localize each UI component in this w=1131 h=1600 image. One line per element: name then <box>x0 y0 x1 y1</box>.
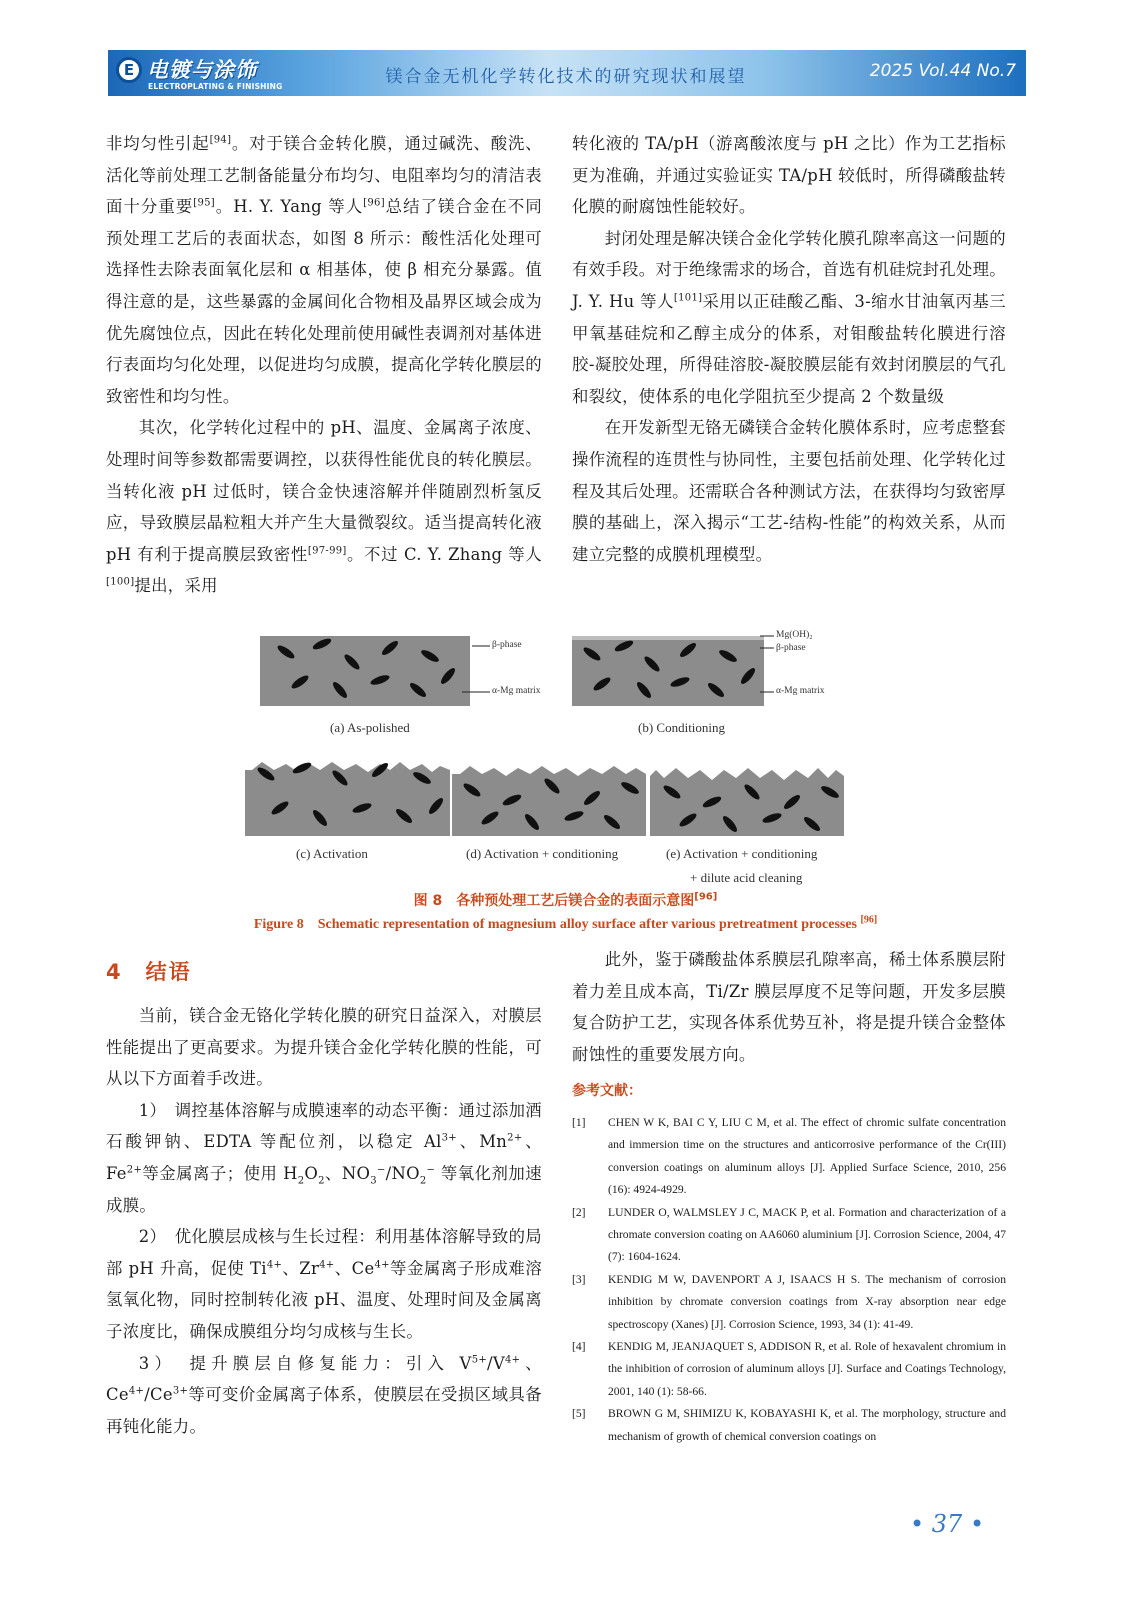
list-item: 2） 优化膜层成核与生长过程：利用基体溶解导致的局部 pH 升高，促使 $Ti^{4+}$、$Zr^{4+}$、$Ce^{4+}$等金属离子形成难溶氢氧化物，同时控制转化液 pH、温度、处理时间及金属离子浓度比，确保成膜组分均匀成核与生长。 <box>106 1227 543 1341</box>
reference-item <box>572 1112 1006 1202</box>
reference-number: [3] <box>572 1272 586 1286</box>
reference-text: KENDIG M W, DAVENPORT A J, ISAACS H S. The mechanism of corrosion inhibition by chromate conversion coatings from X-ray absorption near edge spectroscopy (Xanes) [J]. Corrosion Science, 1993, 34 (1): 41-49. <box>608 1272 1006 1331</box>
panel-b-conditioning <box>572 636 774 706</box>
page-number: • 37 • <box>910 1510 985 1538</box>
annotation-beta-phase-b: β-phase <box>776 643 806 653</box>
reference-item <box>572 1403 1006 1448</box>
reference-text: KENDIG M, JEANJAQUET S, ADDISON R, et al. Role of hexavalent chromium in the inhibition of corrosion of aluminum alloys [J]. Surface and Coatings Technology, 2001, 140 (1): 58-66. <box>608 1340 1006 1398</box>
panel-e-activation-conditioning-acid <box>650 768 844 836</box>
logo-e-icon: E <box>116 57 142 83</box>
reference-text: BROWN G M, SHIMIZU K, KOBAYASHI K, et al. The morphology, structure and mechanism of growth of chemical conversion coatings on <box>608 1407 1006 1443</box>
paragraph: 在开发新型无铬无磷镁合金转化膜体系时，应考虑整套操作流程的连贯性与协同性，主要包括前处理、化学转化过程及其后处理。还需联合各种测试方法，在获得均匀致密厚膜的基础上，深入揭示“工艺-结构-性能”的构效关系，从而建立完整的成膜机理模型。 <box>572 418 1006 564</box>
logo-title: 电镀与涂饰 <box>147 57 257 82</box>
running-title: 镁合金无机化学转化技术的研究现状和展望 <box>385 67 747 87</box>
figure-caption-cn: 图 8 各种预处理工艺后镁合金的表面示意图[96] <box>413 891 718 909</box>
annotation-mgoh: Mg(OH)₂ <box>776 630 813 640</box>
reference-text: LUNDER O, WALMSLEY J C, MACK P, et al. Formation and characterization of a chromate conversion coating on AA6060 aluminium [J]. Corrosion Science, 2004, 47 (7): 1604-1624. <box>608 1205 1006 1264</box>
annotation-beta-phase-a: β-phase <box>492 640 522 650</box>
paragraph: 此外，鉴于磷酸盐体系膜层孔隙率高，稀土体系膜层附着力差且成本高，Ti/Zr 膜层厚度不足等问题，开发多层膜复合防护工艺，实现各体系优势互补，将是提升镁合金整体耐蚀性的重要发展方向。 <box>572 950 1006 1064</box>
reference-number: [1] <box>572 1116 586 1129</box>
right-column-bottom <box>572 944 1006 1070</box>
reference-item <box>572 1336 1006 1403</box>
figure-caption-en: Figure 8 Schematic representation of magnesium alloy surface after various pretreatment processes [96] <box>253 914 878 932</box>
paragraph: 转化液的 TA/pH（游离酸浓度与 pH 之比）作为工艺指标更为准确，并通过实验证实 TA/pH 较低时，所得磷酸盐转化膜的耐腐蚀性能较好。 <box>572 134 1006 217</box>
panel-d-label: (d) Activation + conditioning <box>466 846 619 861</box>
paragraph: 封闭处理是解决镁合金化学转化膜孔隙率高这一问题的有效手段。对于绝缘需求的场合，首选有机硅烷封孔处理。J. Y. Hu 等人[101]采用以正硅酸乙酯、3-缩水甘油氧丙基三甲氧基硅烷和乙醇主成分的体系，对钼酸盐转化膜进行溶胶-凝胶处理，所得硅溶胶-凝胶膜层能有效封闭膜层的气孔和裂纹，使体系的电化学阻抗至少提高 2 个数量级 <box>572 228 1006 406</box>
left-column-bottom <box>106 1000 542 1442</box>
list-item: 3） 提升膜层自修复能力：引入 $V^{5+}/V^{4+}$、$Ce^{4+}/Ce^{3+}$等可变价金属离子体系，使膜层在受损区域具备再钝化能力。 <box>106 1353 542 1436</box>
annotation-alpha-matrix-a: α-Mg matrix <box>492 686 541 696</box>
logo-subtitle: ELECTROPLATING & FINISHING <box>148 82 283 91</box>
reference-text: CHEN W K, BAI C Y, LIU C M, et al. The effect of chromic sulfate concentration and immersion time on the structures and anticorrosive performance of the Cr(III) conversion coatings on aluminum alloys [J]. Applied Surface Science, 2010, 256 (16): 4924-4929. <box>608 1116 1006 1197</box>
paragraph: 其次，化学转化过程中的 pH、温度、金属离子浓度、处理时间等参数都需要调控，以获得性能优良的转化膜层。当转化液 pH 过低时，镁合金快速溶解并伴随剧烈析氢反应，导致膜层晶粒粗大并产生大量微裂纹。适当提高转化液 pH 有利于提高膜层致密性[97-99]。不过 C. Y. Zhang 等人[100]提出，采用 <box>106 418 542 596</box>
reference-number: [2] <box>572 1205 586 1219</box>
journal-header <box>108 50 1026 96</box>
list-item: 1） 调控基体溶解与成膜速率的动态平衡：通过添加酒石酸钾钠、EDTA 等配位剂，以稳定 $Al^{3+}$、$Mn^{2+}$、$Fe^{2+}$等金属离子；使用 $H_2O_2$、$NO_3^-/NO_2^-$ 等氧化剂加速成膜。 <box>106 1100 543 1215</box>
issue-label: 2025 Vol.44 No.7 <box>869 61 1016 81</box>
panel-a-as-polished <box>260 636 490 706</box>
panel-e-label: (e) Activation + conditioning <box>666 846 818 861</box>
references-heading: 参考文献： <box>572 1083 642 1099</box>
reference-item <box>572 1269 1006 1336</box>
paragraph: 当前，镁合金无铬化学转化膜的研究日益深入，对膜层性能提出了更高要求。为提升镁合金化学转化膜的性能，可从以下方面着手改进。 <box>106 1006 542 1089</box>
reference-item <box>572 1202 1006 1269</box>
left-column-top <box>106 128 542 602</box>
annotation-alpha-matrix-b: α-Mg matrix <box>776 686 825 696</box>
reference-number: [5] <box>572 1407 586 1421</box>
panel-a-label: (a) As-polished <box>330 720 410 735</box>
journal-logo <box>116 54 283 92</box>
paragraph: 非均匀性引起[94]。对于镁合金转化膜，通过碱洗、酸洗、活化等前处理工艺制备能量分布均匀、电阻率均匀的清洁表面十分重要[95]。H. Y. Yang 等人[96]总结了镁合金在不同预处理工艺后的表面状态，如图 8 所示：酸性活化处理可选择性去除表面氧化层和 α 相基体，使 β 相充分暴露。值得注意的是，这些暴露的金属间化合物相及晶界区域会成为优先腐蚀位点，因此在转化处理前使用碱性表调剂对基体进行表面均匀化处理，以促进均匀成膜，提高化学转化膜层的致密性和均匀性。 <box>106 134 543 406</box>
panel-b-label: (b) Conditioning <box>638 720 726 735</box>
panel-d-activation-conditioning <box>452 766 646 836</box>
right-column-top <box>572 128 1006 570</box>
panel-c-label: (c) Activation <box>296 846 368 861</box>
section-heading: 4 结语 <box>106 960 192 984</box>
panel-e-label-line2: + dilute acid cleaning <box>690 870 803 885</box>
references-list <box>572 1112 1006 1448</box>
reference-number: [4] <box>572 1340 586 1354</box>
panel-c-activation <box>245 761 450 836</box>
